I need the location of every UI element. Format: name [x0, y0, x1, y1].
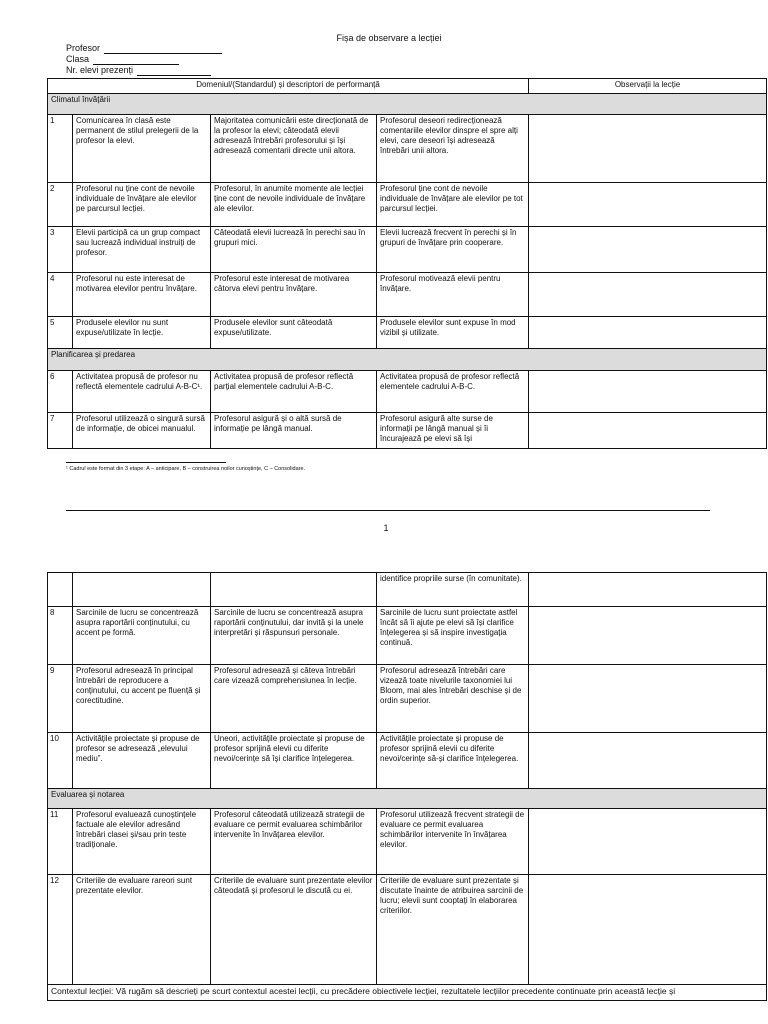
descriptor-high: Profesorul adresează întrebări care vizează toate nivelurile taxonomiei lui Bloom, mai ales întrebări deschise și de ordin superior. — [377, 665, 529, 733]
observation-cell[interactable] — [529, 413, 767, 449]
descriptor-mid: Profesorul, în anumite momente ale lecției ține cont de nevoile individuale de învățare ale elevilor. — [211, 183, 377, 227]
section-climate: Climatul învățării — [48, 94, 767, 115]
observation-table-page1 — [47, 78, 767, 449]
descriptor-low: Profesorul adresează în principal întrebări de reproducere a conținutului, cu accent pe fluență și corectitudine. — [73, 665, 211, 733]
field-clasa — [66, 54, 179, 65]
descriptor-mid: Sarcinile de lucru se concentrează asupra raportării conținutului, dar invită și la unele interpretări și răspunsuri personale. — [211, 607, 377, 665]
descriptor-mid: Profesorul câteodată utilizează strategii de evaluare ce permit evaluarea schimbărilor intervenite în învățarea elevilor. — [211, 809, 377, 875]
descriptor-low: Profesorul utilizează o singură sursă de informație, de obicei manualul. — [73, 413, 211, 449]
descriptor-mid: Produsele elevilor sunt câteodată expuse/utilizate. — [211, 317, 377, 349]
observation-cell[interactable] — [529, 371, 767, 413]
descriptor-high: Profesorul ține cont de nevoile individuale de învățare ale elevilor pe tot parcursul lecției. — [377, 183, 529, 227]
observation-cell[interactable] — [529, 875, 767, 985]
descriptor-high: Produsele elevilor sunt expuse în mod vizibil și utilizate. — [377, 317, 529, 349]
clasa-input-line[interactable] — [93, 56, 179, 65]
field-elevi-prezenti — [66, 65, 211, 76]
table-header-row — [48, 79, 767, 94]
row-number: 1 — [48, 115, 73, 183]
observation-cell[interactable] — [529, 733, 767, 789]
row-number: 4 — [48, 273, 73, 317]
field-label: Profesor — [66, 43, 101, 53]
footnote: ¹ Cadrul este format din 3 etape: A – anticipare, B – construirea noilor cunoștințe, C – Consolidare. — [66, 466, 306, 472]
observation-cell[interactable] — [529, 273, 767, 317]
descriptor-mid: Profesorul asigură și o altă sursă de informație pe lângă manual. — [211, 413, 377, 449]
descriptor-high: Activitatea propusă de profesor reflectă elementele cadrului A-B-C. — [377, 371, 529, 413]
descriptor-low: Activitatea propusă de profesor nu reflectă elementele cadrului A-B-C¹. — [73, 371, 211, 413]
page-number: 1 — [383, 523, 389, 533]
section-row — [48, 349, 767, 371]
row-number: 5 — [48, 317, 73, 349]
context-prompt[interactable]: Contextul lecției: Vă rugăm să descrieți pe scurt contextul acestei lecții, cu precădere obiectivele lecției, rezultatele lecțiilor precedente continuate prin această lecție și — [48, 985, 767, 1001]
header-domain: Domeniul/(Standardul) și descriptori de performanță — [48, 79, 529, 94]
descriptor-high: Criteriile de evaluare sunt prezentate și discutate înainte de atribuirea sarcinii de lucru; elevii sunt cooptați în elaborarea criteriilor. — [377, 875, 529, 985]
table-row — [48, 183, 767, 227]
field-profesor — [66, 43, 222, 54]
descriptor-low: Produsele elevilor nu sunt expuse/utilizate în lecție. — [73, 317, 211, 349]
observation-cell[interactable] — [529, 573, 767, 607]
descriptor-high: Profesorul deseori redirecționează comentariile elevilor dinspre el spre alți elevi, care deseori își adresează întrebări unii altora. — [377, 115, 529, 183]
table-row — [48, 875, 767, 985]
descriptor-mid: Uneori, activitățile proiectate și propuse de profesor sprijină elevii cu diferite nevoi/cerințe să își clarifice înțelegerea. — [211, 733, 377, 789]
descriptor-mid: Profesorul adresează și câteva întrebări care vizează comprehensiunea în lecție. — [211, 665, 377, 733]
descriptor-low: Activitățile proiectate și propuse de profesor se adresează „elevului mediu”. — [73, 733, 211, 789]
elevi-input-line[interactable] — [137, 67, 211, 76]
table-row — [48, 733, 767, 789]
observation-cell[interactable] — [529, 115, 767, 183]
table-row — [48, 317, 767, 349]
section-row — [48, 94, 767, 115]
descriptor-low: Criteriile de evaluare rareori sunt prezentate elevilor. — [73, 875, 211, 985]
section-planning: Planificarea și predarea — [48, 349, 767, 371]
row-number: 12 — [48, 875, 73, 985]
row-number: 7 — [48, 413, 73, 449]
descriptor-mid: Majoritatea comunicării este direcționată de la profesor la elevi; câteodată elevii adresează întrebări profesorului și își adresează comentarii directe unii altora. — [211, 115, 377, 183]
descriptor-low: Sarcinile de lucru se concentrează asupra raportării conținutului, cu accent pe formă. — [73, 607, 211, 665]
descriptor-low: Comunicarea în clasă este permanent de stilul prelegerii de la profesor la elevi. — [73, 115, 211, 183]
observation-cell[interactable] — [529, 183, 767, 227]
section-evaluation: Evaluarea și notarea — [48, 789, 767, 809]
descriptor-low: Profesorul nu este interesat de motivarea elevilor pentru învățare. — [73, 273, 211, 317]
page-footer-rule — [66, 510, 710, 511]
descriptor-high: identifice propriile surse (în comunitate). — [377, 573, 529, 607]
table-row — [48, 273, 767, 317]
header-observations: Observații la lecție — [529, 79, 767, 94]
field-label: Nr. elevi prezenți — [66, 65, 134, 75]
descriptor-high: Sarcinile de lucru sunt proiectate astfel încât să îi ajute pe elevi să își clarifice înțelegerea și să inspire investigația continuă. — [377, 607, 529, 665]
descriptor-mid: Criteriile de evaluare sunt prezentate elevilor câteodată și profesorul le discută cu ei. — [211, 875, 377, 985]
table-row — [48, 413, 767, 449]
descriptor-mid: Profesorul este interesat de motivarea câtorva elevi pentru învățare. — [211, 273, 377, 317]
table-row — [48, 227, 767, 273]
footnote-separator — [66, 462, 226, 463]
row-number: 3 — [48, 227, 73, 273]
descriptor-low: Elevii participă ca un grup compact sau lucrează individual instruiți de profesor. — [73, 227, 211, 273]
table-row — [48, 573, 767, 607]
table-row — [48, 665, 767, 733]
row-number: 9 — [48, 665, 73, 733]
profesor-input-line[interactable] — [104, 45, 222, 54]
row-number: 8 — [48, 607, 73, 665]
descriptor-low: Profesorul nu ține cont de nevoile individuale de învățare ale elevilor pe parcursul lecției. — [73, 183, 211, 227]
field-label: Clasa — [66, 54, 90, 64]
table-row — [48, 115, 767, 183]
row-number: 11 — [48, 809, 73, 875]
observation-cell[interactable] — [529, 665, 767, 733]
section-row — [48, 789, 767, 809]
observation-cell[interactable] — [529, 809, 767, 875]
descriptor-high: Profesorul utilizează frecvent strategii de evaluare ce permit evaluarea schimbărilor intervenite în învățarea elevilor. — [377, 809, 529, 875]
row-number: 10 — [48, 733, 73, 789]
table-row — [48, 809, 767, 875]
descriptor-high: Profesorul motivează elevii pentru învățare. — [377, 273, 529, 317]
row-number: 6 — [48, 371, 73, 413]
table-row — [48, 607, 767, 665]
descriptor-mid: Câteodată elevii lucrează în perechi sau în grupuri mici. — [211, 227, 377, 273]
descriptor-mid: Activitatea propusă de profesor reflectă parțial elementele cadrului A-B-C. — [211, 371, 377, 413]
descriptor-low: Profesorul evaluează cunoștințele factuale ale elevilor adresând întrebări clasei și/sau prin teste tradiționale. — [73, 809, 211, 875]
descriptor-high: Elevii lucrează frecvent în perechi și în grupuri de învățare prin cooperare. — [377, 227, 529, 273]
observation-table-page2 — [47, 572, 767, 1001]
observation-cell[interactable] — [529, 317, 767, 349]
descriptor-high: Activitățile proiectate și propuse de profesor sprijină elevii cu diferite nevoi/cerințe să-și clarifice înțelegerea. — [377, 733, 529, 789]
context-row — [48, 985, 767, 1001]
observation-cell[interactable] — [529, 227, 767, 273]
descriptor-high: Profesorul asigură alte surse de informații pe lângă manual și îi încurajează pe elevi să își — [377, 413, 529, 449]
observation-cell[interactable] — [529, 607, 767, 665]
page-title: Fișa de observare a lecției — [336, 33, 442, 43]
row-number: 2 — [48, 183, 73, 227]
table-row — [48, 371, 767, 413]
